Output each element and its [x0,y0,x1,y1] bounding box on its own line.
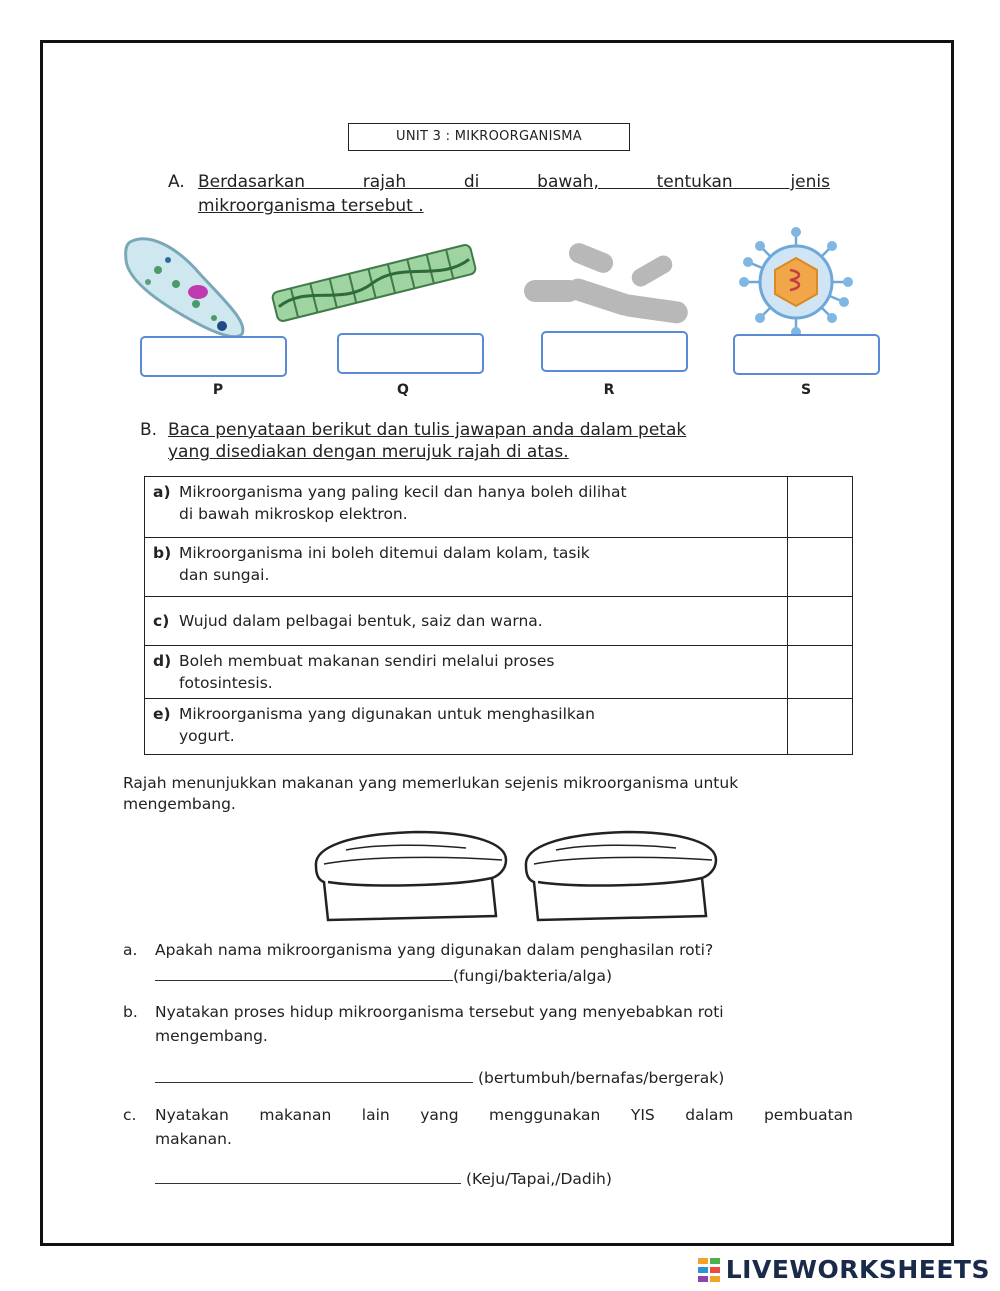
question-b [123,1000,853,1090]
answer-blank-c[interactable] [155,1165,461,1184]
statement-text: Wujud dalam pelbagai bentuk, saiz dan warna. [179,612,543,630]
question-c-hint: (Keju/Tapai,/Dadih) [465,1170,612,1188]
question-b-text: Nyatakan proses hidup mikroorganisma tersebut yang menyebabkan roti [155,1003,724,1021]
question-b-text-cont: mengembang. [155,1027,268,1045]
statement-text-cont: di bawah mikroskop elektron. [179,505,408,523]
statement-text: Mikroorganisma ini boleh ditemui dalam kolam, tasik [179,544,590,562]
protozoa-image [118,230,254,342]
statements-table [144,476,853,755]
table-row [145,699,853,755]
section-a-label: A. [168,172,185,192]
liveworksheets-logo-text: LIVEWORKSHEETS [725,1255,990,1284]
question-a-hint: (fungi/bakteria/alga) [453,967,613,985]
answer-box-s[interactable] [733,334,880,375]
question-c-text: Nyatakan makanan lain yang menggunakan YIS dalam pembuatan [155,1106,853,1124]
question-c-text-cont: makanan. [155,1130,232,1148]
statement-key: b) [153,544,172,562]
bacteria-image [518,240,694,328]
question-c-key: c. [123,1106,137,1124]
question-b-key: b. [123,1003,138,1021]
answer-box-q[interactable] [337,333,484,374]
statement-text: Mikroorganisma yang digunakan untuk menghasilkan [179,705,595,723]
label-q: Q [397,382,409,398]
label-s: S [800,382,812,398]
question-a-key: a. [123,941,138,959]
answer-blank-a[interactable] [155,962,453,981]
answer-box-r[interactable] [541,331,688,372]
section-b-label: B. [140,420,158,440]
label-r: R [603,382,615,398]
answer-cell-c[interactable] [788,597,853,646]
statement-text: Boleh membuat makanan sendiri melalui proses [179,652,555,670]
section-b-text-line2: yang disediakan dengan merujuk rajah di atas. [168,442,569,462]
statement-key: d) [153,652,172,670]
unit-title: UNIT 3 : MIKROORGANISMA [348,123,630,151]
section-a-text-line1: Berdasarkan rajah di bawah, tentukan jenis [198,172,830,192]
answer-cell-a[interactable] [788,477,853,538]
question-c [123,1103,853,1193]
question-a [123,938,853,988]
table-row [145,477,853,538]
bread-intro-text: Rajah menunjukkan makanan yang memerlukan sejenis mikroorganisma untuk mengembang. [123,774,739,813]
answer-cell-e[interactable] [788,699,853,755]
table-row [145,538,853,597]
answer-box-p[interactable] [140,336,287,377]
question-a-text: Apakah nama mikroorganisma yang digunakan dalam penghasilan roti? [155,941,714,959]
table-row [145,646,853,699]
statement-text-cont: yogurt. [179,727,235,745]
statement-key: c) [153,612,170,630]
answer-cell-d[interactable] [788,646,853,699]
statement-key: e) [153,705,171,723]
statement-key: a) [153,483,171,501]
section-b-text-line1: Baca penyataan berikut dan tulis jawapan anda dalam petak [168,420,687,440]
liveworksheets-logo-icon [698,1258,720,1286]
algae-image [268,238,480,328]
table-row [145,597,853,646]
statement-text: Mikroorganisma yang paling kecil dan hanya boleh dilihat [179,483,627,501]
section-a-text-line2: mikroorganisma tersebut . [198,196,424,216]
statement-text-cont: dan sungai. [179,566,270,584]
bread-image [306,826,726,926]
question-b-hint: (bertumbuh/bernafas/bergerak) [477,1069,725,1087]
virus-image [724,226,868,338]
label-p: P [212,382,224,398]
statement-text-cont: fotosintesis. [179,674,273,692]
answer-blank-b[interactable] [155,1064,473,1083]
answer-cell-b[interactable] [788,538,853,597]
